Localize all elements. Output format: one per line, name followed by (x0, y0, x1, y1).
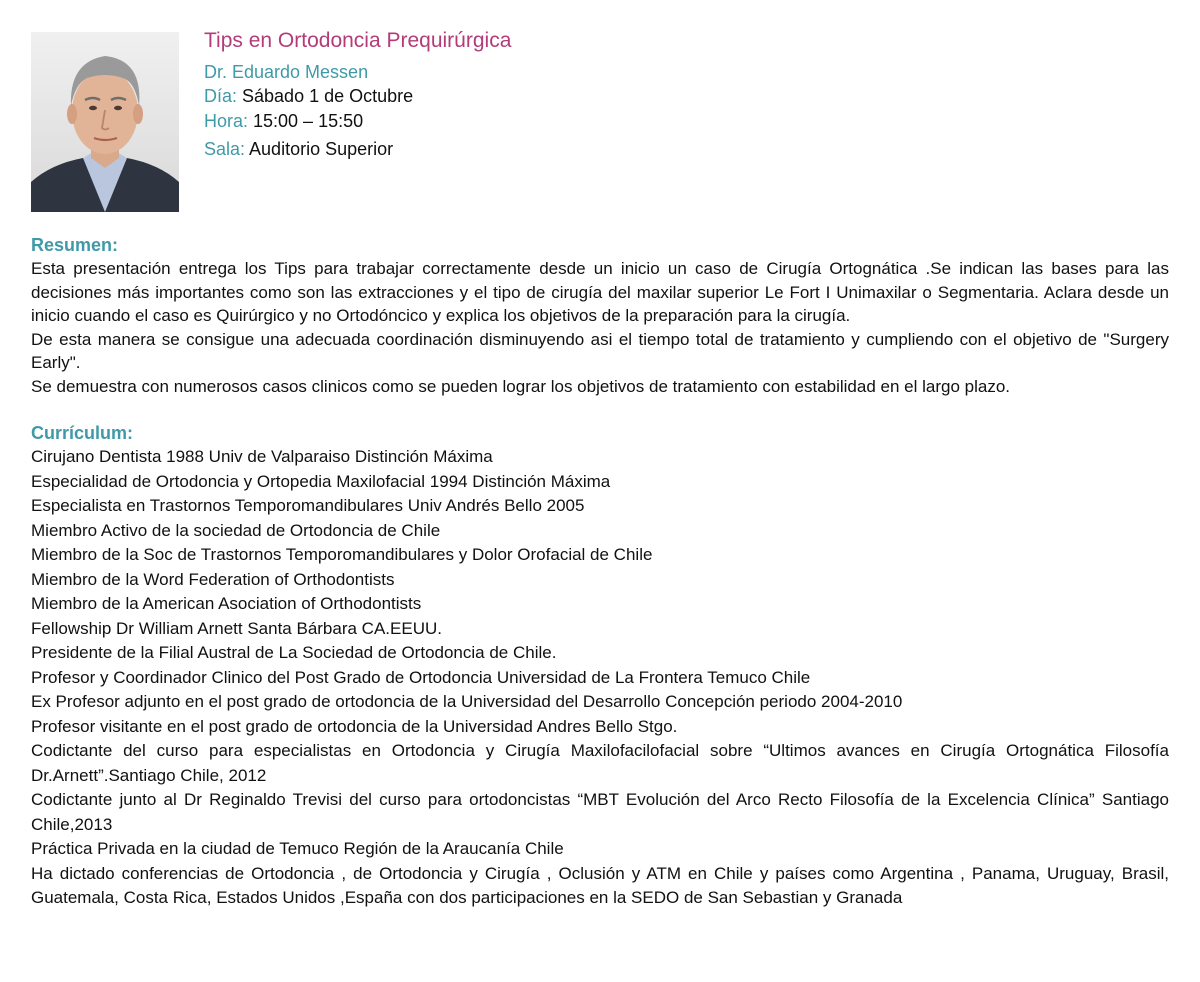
day-value: Sábado 1 de Octubre (237, 86, 414, 106)
curriculum-item: Cirujano Dentista 1988 Univ de Valparaiso Distinción Máxima (31, 447, 493, 466)
curriculum-item: Miembro de la American Asociation of Orthodontists (31, 594, 422, 613)
curriculum-item: Fellowship Dr William Arnett Santa Bárbara CA.EEUU. (31, 618, 442, 638)
curriculum-item: Ha dictado conferencias de Ortodoncia , de Ortodoncia y Cirugía , Oclusión y ATM en Chile y países como Argentina , Panama, Uruguay, Brasil, Guatemala, Costa Rica, Estados Unidos ,España con dos participaciones en la SEDO de San Sebastian y Granada (31, 863, 1169, 907)
room-line (204, 137, 904, 162)
day-label: Día: (204, 86, 238, 106)
main-content (31, 234, 1169, 911)
resumen-paragraph: Esta presentación entrega los Tips para trabajar correctamente desde un inicio un caso de Cirugía Ortognática .Se indican las bases para las decisiones más importantes como son las extracciones y el tipo de cirugía del maxilar superior Le Fort I Unimaxilar o Segmentaria. Aclara desde un inicio cuando el caso es Quirúrgico y no Ortodóncico y explica los objetivos de la preparación para la cirugía. (31, 259, 1169, 325)
curriculum-list (31, 445, 1169, 911)
curriculum-item: Ex Profesor adjunto en el post grado de ortodoncia de la Universidad del Desarrollo Concepción periodo 2004-2010 (31, 692, 903, 711)
resumen-paragraph: De esta manera se consigue una adecuada coordinación disminuyendo asi el tiempo total de tratamiento y cumpliendo con el objetivo de "Surgery Early". (31, 329, 1169, 372)
day-line (204, 84, 904, 109)
curriculum-item: Profesor y Coordinador Clinico del Post Grado de Ortodoncia Universidad de La Frontera Temuco Chile (31, 667, 811, 687)
time-value: 15:00 – 15:50 (248, 110, 364, 131)
resumen-heading: Resumen: (31, 235, 119, 255)
speaker-name: Dr. Eduardo Messen (204, 62, 369, 82)
section-spacer (31, 398, 1169, 422)
curriculum-item: Miembro de la Word Federation of Orthodontists (31, 569, 395, 589)
curriculum-heading: Currículum: (31, 423, 134, 443)
curriculum-item: Presidente de la Filial Austral de La Sociedad de Ortodoncia de Chile. (31, 643, 557, 662)
talk-title: Tips en Ortodoncia Prequirúrgica (204, 29, 512, 52)
talk-header (204, 28, 904, 162)
room-value: Auditorio Superior (245, 139, 394, 159)
curriculum-item: Miembro de la Soc de Trastornos Temporomandibulares y Dolor Orofacial de Chile (31, 545, 653, 564)
curriculum-item: Práctica Privada en la ciudad de Temuco Región de la Araucanía Chile (31, 839, 564, 858)
curriculum-item: Especialidad de Ortodoncia y Ortopedia Maxilofacial 1994 Distinción Máxima (31, 471, 611, 491)
speaker-photo (31, 32, 179, 212)
curriculum-section (31, 422, 1169, 911)
curriculum-item: Profesor visitante en el post grado de ortodoncia de la Universidad Andres Bello Stgo. (31, 716, 678, 736)
curriculum-item: Especialista en Trastornos Temporomandibulares Univ Andrés Bello 2005 (31, 496, 585, 515)
curriculum-item: Codictante junto al Dr Reginaldo Trevisi del curso para ortodoncistas “MBT Evolución del Arco Recto Filosofía de la Excelencia Clínica” Santiago Chile,2013 (31, 790, 1169, 834)
resumen-paragraph: Se demuestra con numerosos casos clinicos como se pueden lograr los objetivos de tratamiento con estabilidad en el largo plazo. (31, 376, 1010, 396)
curriculum-item: Miembro Activo de la sociedad de Ortodoncia de Chile (31, 520, 441, 540)
time-label: Hora: (204, 110, 249, 131)
curriculum-item: Codictante del curso para especialistas en Ortodoncia y Cirugía Maxilofacilofacial sobre “Ultimos avances en Cirugía Ortognática Filosofía Dr.Arnett”.Santiago Chile, 2012 (31, 741, 1169, 785)
time-line (204, 109, 904, 134)
room-label: Sala: (204, 139, 246, 159)
resumen-section (31, 234, 1169, 398)
